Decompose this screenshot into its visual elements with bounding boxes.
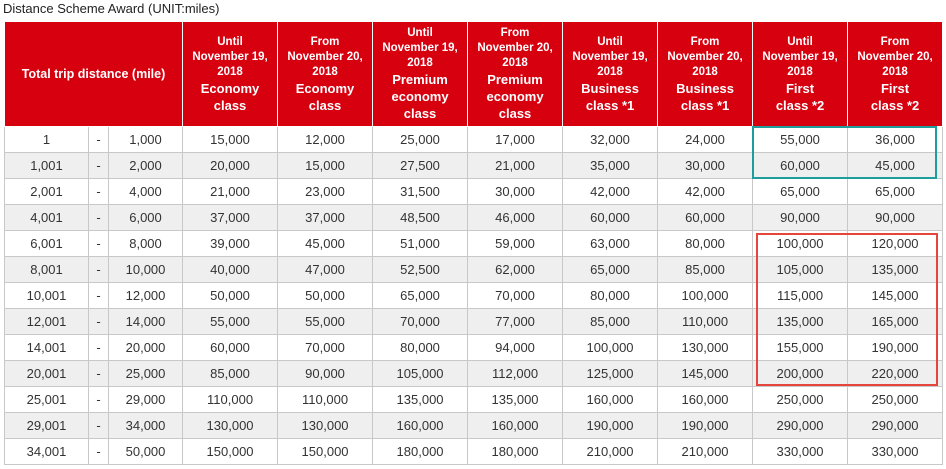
column-header-class-line: Business — [676, 80, 734, 96]
miles-cell: 60,000 — [183, 335, 278, 361]
miles-cell: 60,000 — [563, 205, 658, 231]
column-header-class-line: class — [498, 106, 532, 121]
miles-cell: 40,000 — [183, 257, 278, 283]
miles-cell: 55,000 — [278, 309, 373, 335]
miles-cell: 65,000 — [373, 283, 468, 309]
table-row — [5, 283, 943, 309]
miles-cell: 15,000 — [183, 127, 278, 153]
miles-cell: 330,000 — [848, 439, 943, 465]
column-header-class-line: Premium — [392, 72, 448, 87]
miles-cell: 31,500 — [373, 179, 468, 205]
distance-from-cell: 12,001 — [5, 309, 89, 335]
miles-cell: 135,000 — [468, 387, 563, 413]
miles-cell: 30,000 — [658, 153, 753, 179]
miles-cell: 62,000 — [468, 257, 563, 283]
column-header-date-line: Until — [217, 35, 243, 48]
column-header-date-line: 2018 — [407, 57, 433, 69]
miles-cell: 115,000 — [753, 283, 848, 309]
column-header-date-line: From — [690, 35, 720, 48]
column-header-2 — [278, 22, 373, 127]
distance-dash-cell: - — [89, 153, 109, 179]
miles-cell: 110,000 — [658, 309, 753, 335]
column-header-date-line: Until — [407, 27, 433, 39]
miles-cell: 190,000 — [848, 335, 943, 361]
column-header-class-line: class *2 — [775, 97, 825, 113]
miles-cell: 105,000 — [753, 257, 848, 283]
award-table-wrapper — [4, 21, 943, 465]
column-header-date-line: 2018 — [502, 57, 528, 69]
miles-cell: 200,000 — [753, 361, 848, 387]
distance-dash-cell: - — [89, 257, 109, 283]
miles-cell: 37,000 — [183, 205, 278, 231]
miles-cell: 23,000 — [278, 179, 373, 205]
distance-from-cell: 2,001 — [5, 179, 89, 205]
column-header-date-line: November 20, — [857, 50, 933, 63]
distance-to-cell: 6,000 — [109, 205, 183, 231]
distance-dash-cell: - — [89, 387, 109, 413]
miles-cell: 35,000 — [563, 153, 658, 179]
column-header-date-line: November 20, — [477, 42, 553, 54]
miles-cell: 24,000 — [658, 127, 753, 153]
distance-from-cell: 1 — [5, 127, 89, 153]
miles-cell: 145,000 — [848, 283, 943, 309]
distance-dash-cell: - — [89, 335, 109, 361]
miles-cell: 46,000 — [468, 205, 563, 231]
miles-cell: 290,000 — [848, 413, 943, 439]
miles-cell: 60,000 — [753, 153, 848, 179]
miles-cell: 160,000 — [563, 387, 658, 413]
miles-cell: 36,000 — [848, 127, 943, 153]
distance-from-cell: 1,001 — [5, 153, 89, 179]
miles-cell: 21,000 — [183, 179, 278, 205]
distance-from-cell: 29,001 — [5, 413, 89, 439]
distance-to-cell: 1,000 — [109, 127, 183, 153]
miles-cell: 210,000 — [563, 439, 658, 465]
miles-cell: 20,000 — [183, 153, 278, 179]
miles-cell: 180,000 — [468, 439, 563, 465]
miles-cell: 59,000 — [468, 231, 563, 257]
distance-dash-cell: - — [89, 283, 109, 309]
distance-to-cell: 10,000 — [109, 257, 183, 283]
distance-to-cell: 50,000 — [109, 439, 183, 465]
miles-cell: 70,000 — [278, 335, 373, 361]
miles-cell: 21,000 — [468, 153, 563, 179]
distance-dash-cell: - — [89, 309, 109, 335]
table-row — [5, 309, 943, 335]
miles-cell: 90,000 — [278, 361, 373, 387]
table-row — [5, 205, 943, 231]
distance-to-cell: 20,000 — [109, 335, 183, 361]
miles-cell: 80,000 — [373, 335, 468, 361]
miles-cell: 70,000 — [373, 309, 468, 335]
column-header-date-line: November 19, — [382, 42, 458, 54]
column-header-6 — [658, 22, 753, 127]
miles-cell: 330,000 — [753, 439, 848, 465]
miles-cell: 210,000 — [658, 439, 753, 465]
column-header-class-line: class *1 — [585, 97, 635, 113]
column-header-date-line: November 19, — [762, 50, 838, 63]
table-row — [5, 231, 943, 257]
column-header-date-line: 2018 — [217, 65, 243, 78]
distance-from-cell: 34,001 — [5, 439, 89, 465]
miles-cell: 90,000 — [753, 205, 848, 231]
column-header-date-line: 2018 — [787, 65, 813, 78]
table-row — [5, 257, 943, 283]
miles-cell: 190,000 — [563, 413, 658, 439]
miles-cell: 135,000 — [373, 387, 468, 413]
miles-cell: 160,000 — [373, 413, 468, 439]
column-header-date-line: 2018 — [312, 65, 338, 78]
miles-cell: 120,000 — [848, 231, 943, 257]
miles-cell: 155,000 — [753, 335, 848, 361]
distance-to-cell: 12,000 — [109, 283, 183, 309]
miles-cell: 190,000 — [658, 413, 753, 439]
column-header-date-line: November 20, — [287, 50, 363, 63]
column-header-class-line: Economy — [200, 80, 260, 96]
column-header-class-line: economy — [486, 89, 544, 104]
miles-cell: 160,000 — [658, 387, 753, 413]
miles-cell: 110,000 — [278, 387, 373, 413]
miles-cell: 145,000 — [658, 361, 753, 387]
distance-award-table — [4, 21, 943, 465]
miles-cell: 135,000 — [848, 257, 943, 283]
table-body — [5, 127, 943, 465]
miles-cell: 94,000 — [468, 335, 563, 361]
table-row — [5, 153, 943, 179]
miles-cell: 180,000 — [373, 439, 468, 465]
column-header-class-line: Premium — [487, 72, 543, 87]
column-header-class-line: Business — [581, 80, 639, 96]
distance-to-cell: 14,000 — [109, 309, 183, 335]
miles-cell: 50,000 — [278, 283, 373, 309]
table-row — [5, 413, 943, 439]
distance-dash-cell: - — [89, 439, 109, 465]
miles-cell: 135,000 — [753, 309, 848, 335]
miles-cell: 15,000 — [278, 153, 373, 179]
table-caption: Distance Scheme Award (UNIT:miles) — [3, 1, 220, 16]
miles-cell: 65,000 — [848, 179, 943, 205]
table-row — [5, 387, 943, 413]
miles-cell: 47,000 — [278, 257, 373, 283]
distance-dash-cell: - — [89, 361, 109, 387]
miles-cell: 17,000 — [468, 127, 563, 153]
miles-cell: 80,000 — [563, 283, 658, 309]
column-header-class-line: Economy — [295, 80, 355, 96]
miles-cell: 150,000 — [183, 439, 278, 465]
column-header-date-line: November 19, — [572, 50, 648, 63]
column-header-date-line: From — [310, 35, 340, 48]
distance-from-cell: 20,001 — [5, 361, 89, 387]
column-header-class-line: class — [213, 97, 247, 113]
table-header-row — [5, 22, 943, 127]
miles-cell: 165,000 — [848, 309, 943, 335]
miles-cell: 100,000 — [753, 231, 848, 257]
miles-cell: 150,000 — [278, 439, 373, 465]
column-header-date-line: November 19, — [192, 50, 268, 63]
column-header-class-line: First — [880, 80, 910, 96]
miles-cell: 85,000 — [563, 309, 658, 335]
distance-from-cell: 14,001 — [5, 335, 89, 361]
miles-cell: 12,000 — [278, 127, 373, 153]
column-header-date-line: 2018 — [692, 65, 718, 78]
miles-cell: 105,000 — [373, 361, 468, 387]
column-header-1 — [183, 22, 278, 127]
miles-cell: 130,000 — [183, 413, 278, 439]
column-header-class-line: class — [308, 97, 342, 113]
miles-cell: 42,000 — [658, 179, 753, 205]
distance-dash-cell: - — [89, 413, 109, 439]
column-header-3 — [373, 22, 468, 127]
miles-cell: 85,000 — [658, 257, 753, 283]
distance-dash-cell: - — [89, 179, 109, 205]
distance-to-cell: 29,000 — [109, 387, 183, 413]
miles-cell: 55,000 — [753, 127, 848, 153]
miles-cell: 27,500 — [373, 153, 468, 179]
distance-from-cell: 10,001 — [5, 283, 89, 309]
column-header-date-line: November 20, — [667, 50, 743, 63]
miles-cell: 55,000 — [183, 309, 278, 335]
distance-to-cell: 4,000 — [109, 179, 183, 205]
column-header-class-line: class *2 — [870, 97, 920, 113]
miles-cell: 32,000 — [563, 127, 658, 153]
miles-cell: 220,000 — [848, 361, 943, 387]
distance-to-cell: 25,000 — [109, 361, 183, 387]
miles-cell: 85,000 — [183, 361, 278, 387]
miles-cell: 65,000 — [753, 179, 848, 205]
miles-cell: 80,000 — [658, 231, 753, 257]
table-row — [5, 335, 943, 361]
miles-cell: 250,000 — [753, 387, 848, 413]
miles-cell: 63,000 — [563, 231, 658, 257]
miles-cell: 42,000 — [563, 179, 658, 205]
miles-cell: 77,000 — [468, 309, 563, 335]
miles-cell: 50,000 — [183, 283, 278, 309]
column-header-class-line: economy — [391, 89, 449, 104]
distance-from-cell: 6,001 — [5, 231, 89, 257]
column-header-class-line: class — [403, 106, 437, 121]
miles-cell: 110,000 — [183, 387, 278, 413]
column-header-7 — [753, 22, 848, 127]
miles-cell: 130,000 — [658, 335, 753, 361]
column-header-date-line: From — [500, 27, 530, 39]
column-header-date-line: 2018 — [882, 65, 908, 78]
miles-cell: 51,000 — [373, 231, 468, 257]
column-header-date-line: From — [880, 35, 910, 48]
column-header-4 — [468, 22, 563, 127]
table-row — [5, 127, 943, 153]
distance-dash-cell: - — [89, 231, 109, 257]
miles-cell: 25,000 — [373, 127, 468, 153]
column-header-class-line: class *1 — [680, 97, 730, 113]
distance-from-cell: 4,001 — [5, 205, 89, 231]
distance-from-cell: 25,001 — [5, 387, 89, 413]
column-header-date-line: Until — [787, 35, 813, 48]
distance-to-cell: 34,000 — [109, 413, 183, 439]
miles-cell: 290,000 — [753, 413, 848, 439]
table-row — [5, 439, 943, 465]
miles-cell: 130,000 — [278, 413, 373, 439]
miles-cell: 45,000 — [278, 231, 373, 257]
miles-cell: 60,000 — [658, 205, 753, 231]
table-row — [5, 179, 943, 205]
miles-cell: 100,000 — [563, 335, 658, 361]
column-header-date-line: 2018 — [597, 65, 623, 78]
miles-cell: 39,000 — [183, 231, 278, 257]
column-header-class-line: First — [785, 80, 815, 96]
distance-dash-cell: - — [89, 127, 109, 153]
column-header-date-line: Until — [597, 35, 623, 48]
miles-cell: 48,500 — [373, 205, 468, 231]
trip-distance-header: Total trip distance (mile) — [5, 22, 183, 127]
miles-cell: 90,000 — [848, 205, 943, 231]
miles-cell: 125,000 — [563, 361, 658, 387]
miles-cell: 100,000 — [658, 283, 753, 309]
miles-cell: 70,000 — [468, 283, 563, 309]
miles-cell: 160,000 — [468, 413, 563, 439]
miles-cell: 112,000 — [468, 361, 563, 387]
miles-cell: 45,000 — [848, 153, 943, 179]
column-header-5 — [563, 22, 658, 127]
miles-cell: 65,000 — [563, 257, 658, 283]
miles-cell: 37,000 — [278, 205, 373, 231]
table-row — [5, 361, 943, 387]
miles-cell: 52,500 — [373, 257, 468, 283]
distance-from-cell: 8,001 — [5, 257, 89, 283]
distance-to-cell: 8,000 — [109, 231, 183, 257]
miles-cell: 250,000 — [848, 387, 943, 413]
distance-dash-cell: - — [89, 205, 109, 231]
distance-to-cell: 2,000 — [109, 153, 183, 179]
column-header-8 — [848, 22, 943, 127]
miles-cell: 30,000 — [468, 179, 563, 205]
